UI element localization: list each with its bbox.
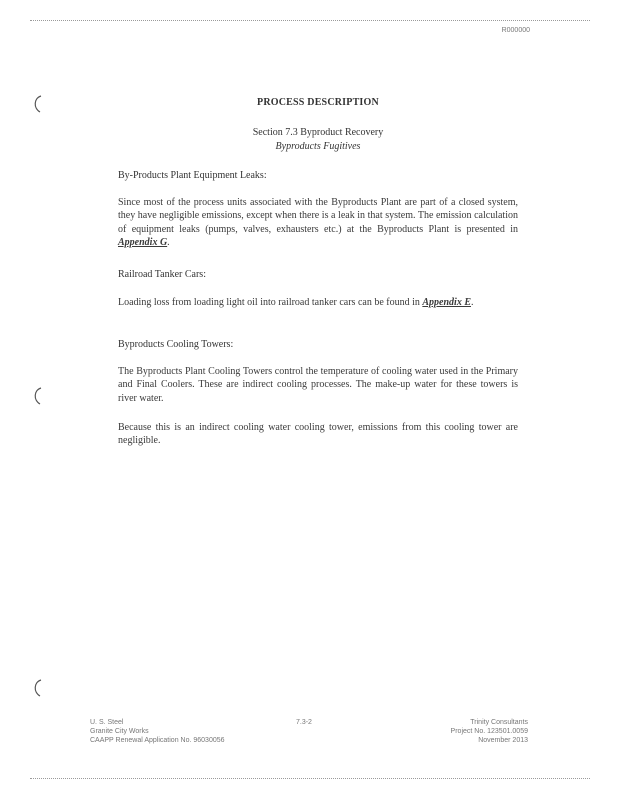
footer-project-number: Project No. 123501.0059 bbox=[450, 728, 528, 735]
heading-equipment-leaks: By-Products Plant Equipment Leaks: bbox=[118, 170, 267, 181]
footer-left bbox=[90, 718, 225, 745]
paragraph-equipment-leaks bbox=[118, 196, 518, 250]
hole-punch-mark-icon bbox=[30, 94, 44, 114]
paragraph-cooling-tower-emissions: Because this is an indirect cooling water cooling tower, emissions from this cooling tower are negligible. bbox=[118, 422, 518, 447]
paragraph-railroad-tanker-cars bbox=[118, 296, 518, 309]
section-subtitle: Byproducts Fugitives bbox=[275, 141, 361, 152]
paragraph-text-end: . bbox=[471, 297, 474, 308]
scan-edge-top bbox=[30, 20, 590, 21]
document-id: R000000 bbox=[501, 27, 530, 34]
section-title: Section 7.3 Byproduct Recovery bbox=[252, 127, 384, 138]
scan-edge-bottom bbox=[30, 778, 590, 779]
footer-right bbox=[451, 718, 528, 745]
paragraph-text: Since most of the process units associated with the Byproducts Plant are part of a closed system, they have negligible emissions, except when there is a leak in that system. The emission calculation of equipment leaks (pumps, valves, exhausters etc.) at the Byproducts Plant is presented in bbox=[118, 197, 518, 235]
footer-consultant: Trinity Consultants bbox=[470, 719, 528, 726]
page-number: 7.3-2 bbox=[296, 719, 312, 726]
footer-company: U. S. Steel bbox=[90, 719, 124, 726]
hole-punch-mark-icon bbox=[30, 678, 44, 698]
appendix-g-link[interactable]: Appendix G bbox=[118, 237, 168, 249]
footer-facility: Granite City Works bbox=[90, 728, 149, 735]
heading-cooling-towers: Byproducts Cooling Towers: bbox=[118, 339, 234, 350]
paragraph-text-end: . bbox=[167, 237, 170, 249]
appendix-e-link[interactable]: Appendix E bbox=[422, 297, 471, 308]
paragraph-cooling-towers: The Byproducts Plant Cooling Towers control the temperature of cooling water used in the Primary and Final Coolers. These are indirect cooling processes. The make-up water for these towers is river water. bbox=[118, 366, 518, 404]
footer-application: CAAPP Renewal Application No. 96030056 bbox=[90, 737, 225, 744]
hole-punch-mark-icon bbox=[30, 386, 44, 406]
footer-date: November 2013 bbox=[478, 737, 528, 744]
heading-railroad-tanker-cars: Railroad Tanker Cars: bbox=[118, 269, 206, 280]
page-title: PROCESS DESCRIPTION bbox=[257, 97, 379, 108]
paragraph-text: Loading loss from loading light oil into railroad tanker cars can be found in bbox=[118, 297, 423, 308]
